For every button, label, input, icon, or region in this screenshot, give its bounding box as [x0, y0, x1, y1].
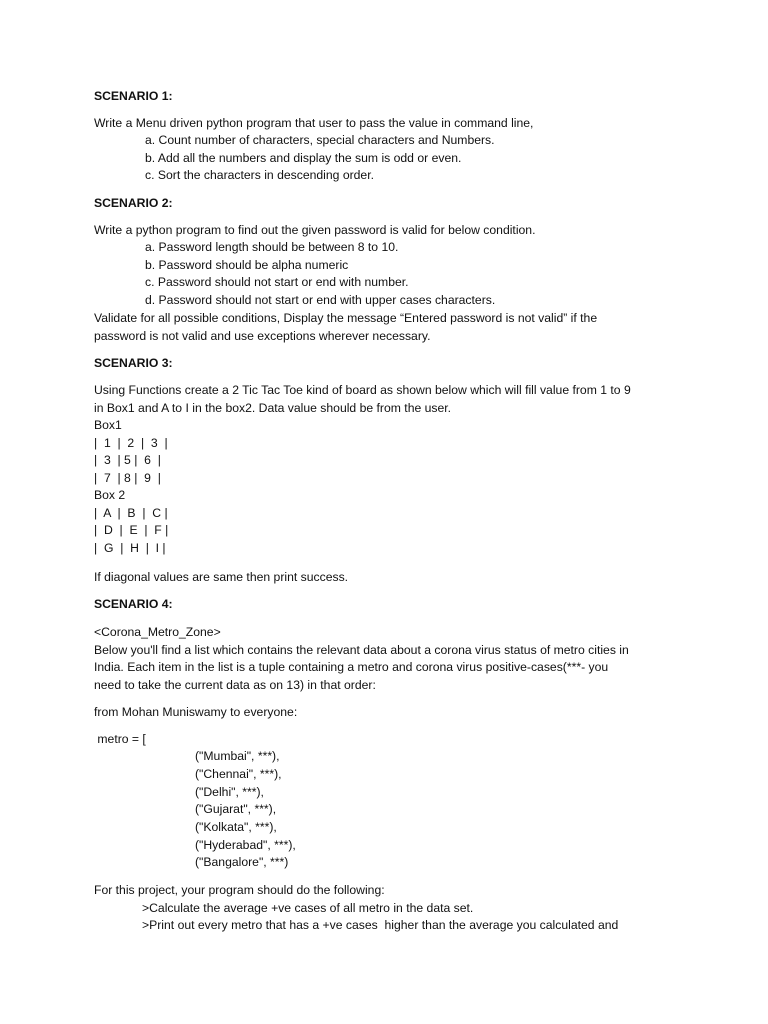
scenario-2-item: c. Password should not start or end with number. [145, 275, 409, 289]
metro-list-item: ("Kolkata", ***), [195, 820, 277, 834]
scenario-4-heading: SCENARIO 4: [94, 597, 173, 611]
scenario-2-item: d. Password should not start or end with upper cases characters. [145, 293, 496, 307]
project-intro: For this project, your program should do the following: [94, 883, 385, 897]
box-2-label: Box 2 [94, 488, 126, 502]
box-1-row: | 7 | 8 | 9 | [94, 471, 161, 485]
scenario-1-item: a. Count number of characters, special characters and Numbers. [145, 133, 495, 147]
metro-list-item: ("Delhi", ***), [195, 785, 264, 799]
corona-metro-zone-tag: <Corona_Metro_Zone> [94, 625, 221, 639]
scenario-1-item: b. Add all the numbers and display the sum is odd or even. [145, 151, 462, 165]
scenario-2-item: b. Password should be alpha numeric [145, 258, 349, 272]
from-line: from Mohan Muniswamy to everyone: [94, 705, 298, 719]
metro-list-item: ("Chennai", ***), [195, 767, 282, 781]
project-task: >Calculate the average +ve cases of all metro in the data set. [142, 901, 474, 915]
scenario-3-intro-line: in Box1 and A to I in the box2. Data value should be from the user. [94, 401, 452, 415]
box-1-row: | 1 | 2 | 3 | [94, 436, 168, 450]
box-2-row: | A | B | C | [94, 506, 168, 520]
metro-list-item: ("Hyderabad", ***), [195, 838, 296, 852]
scenario-1-item: c. Sort the characters in descending order. [145, 168, 374, 182]
box-1-row: | 3 | 5 | 6 | [94, 453, 161, 467]
scenario-4-description-line: Below you'll find a list which contains the relevant data about a corona virus status of metro cities in [94, 643, 629, 657]
scenario-2-item: a. Password length should be between 8 to 10. [145, 240, 399, 254]
scenario-1-heading: SCENARIO 1: [94, 89, 173, 103]
scenario-2-heading: SCENARIO 2: [94, 196, 173, 210]
scenario-4-description-line: India. Each item in the list is a tuple containing a metro and corona virus positive-cases(***- you [94, 660, 609, 674]
project-task: >Print out every metro that has a +ve cases higher than the average you calculated and [142, 918, 619, 932]
metro-list-item: ("Gujarat", ***), [195, 802, 277, 816]
scenario-2-validate-line: Validate for all possible conditions, Display the message “Entered password is not valid” if the [94, 311, 598, 325]
scenario-2-validate-line: password is not valid and use exceptions wherever necessary. [94, 329, 431, 343]
box-2-row: | G | H | I | [94, 541, 166, 555]
metro-list-item: ("Mumbai", ***), [195, 749, 280, 763]
scenario-3-intro-line: Using Functions create a 2 Tic Tac Toe kind of board as shown below which will fill value from 1 to 9 [94, 383, 631, 397]
scenario-2-intro: Write a python program to find out the given password is valid for below condition. [94, 223, 536, 237]
metro-list-item: ("Bangalore", ***) [195, 855, 289, 869]
box-2-row: | D | E | F | [94, 523, 169, 537]
box-1-label: Box1 [94, 418, 122, 432]
scenario-1-intro: Write a Menu driven python program that user to pass the value in command line, [94, 116, 534, 130]
scenario-3-heading: SCENARIO 3: [94, 356, 173, 370]
scenario-4-description-line: need to take the current data as on 13) in that order: [94, 678, 376, 692]
scenario-3-conclusion: If diagonal values are same then print success. [94, 570, 349, 584]
metro-list-open: metro = [ [94, 732, 146, 746]
